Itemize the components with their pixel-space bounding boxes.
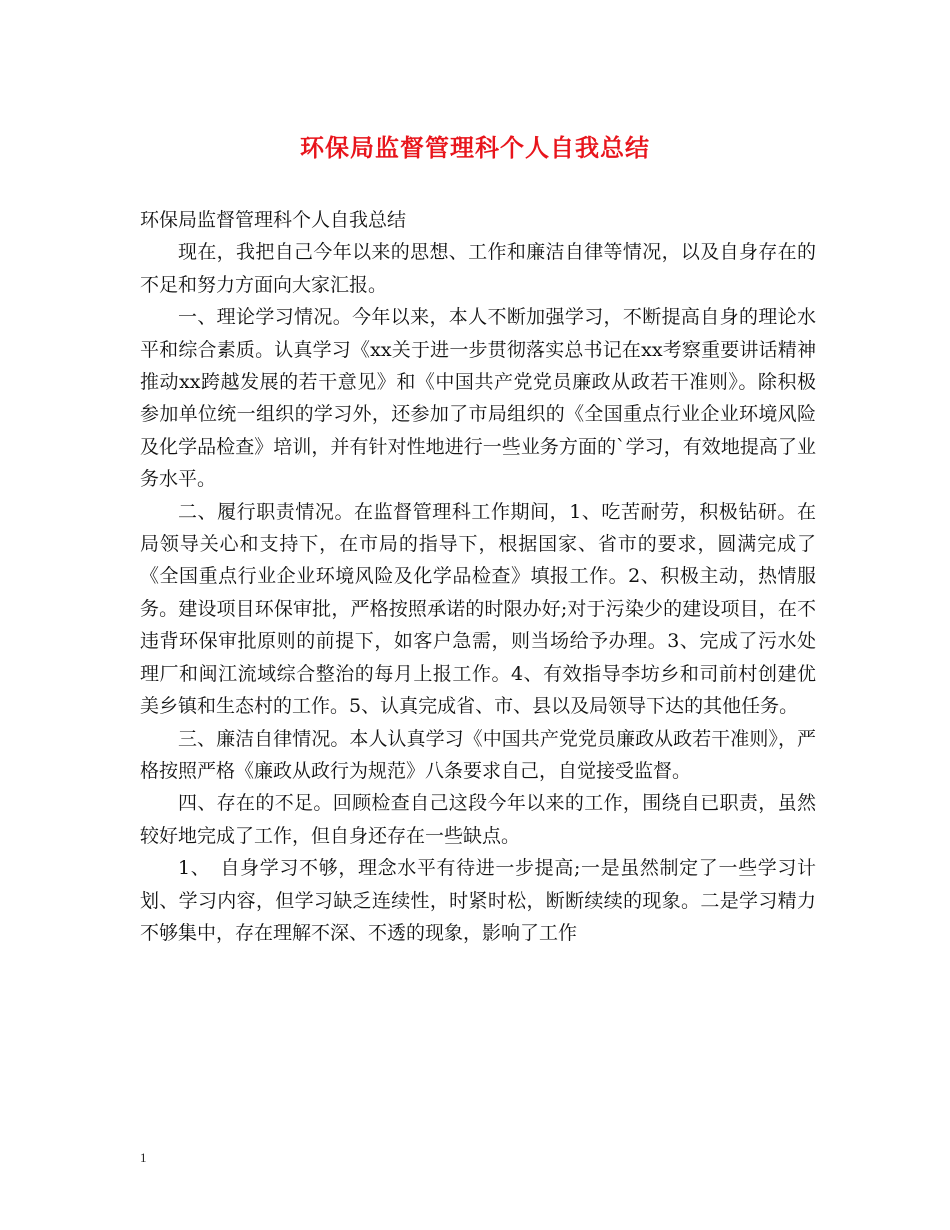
paragraph-duties: 二、履行职责情况。在监督管理科工作期间，1、吃苦耐劳，积极钻研。在局领导关心和支持下，在市局的指导下，根据国家、省市的要求，圆满完成了《全国重点行业企业环境风险及化学品检查》填报工作。2、积极主动，热情服务。建设项目环保审批，严格按照承诺的时限办好;对于污染少的建设项目，在不违背环保审批原则的前提下，如客户急需，则当场给予办理。3、完成了污水处理厂和闽江流域综合整治的每月上报工作。4、有效指导李坊乡和司前村创建优美乡镇和生态村的工作。5、认真完成省、市、县以及局领导下达的其他任务。 (140, 500, 816, 718)
paragraph-theory-study: 一、理论学习情况。今年以来，本人不断加强学习，不断提高自身的理论水平和综合素质。认真学习《xx关于进一步贯彻落实总书记在xx考察重要讲话精神推动xx跨越发展的若干意见》和《中国共产党党员廉政从政若干准则》。除积极参加单位统一组织的学习外，还参加了市局组织的《全国重点行业企业环境风险及化学品检查》培训，并有针对性地进行一些业务方面的`学习，有效地提高了业务水平。 (140, 306, 816, 491)
paragraph-shortcoming-1: 1、 自身学习不够，理念水平有待进一步提高;一是虽然制定了一些学习计划、学习内容，但学习缺乏连续性，时紧时松，断断续续的现象。二是学习精力不够集中，存在理解不深、不透的现象，影响了工作 (140, 857, 816, 944)
document-subtitle: 环保局监督管理科个人自我总结 (140, 209, 407, 231)
paragraph-integrity: 三、廉洁自律情况。本人认真学习《中国共产党党员廉政从政若干准则》，严格按照严格《廉政从政行为规范》八条要求自己，自觉接受监督。 (140, 727, 816, 782)
paragraph-shortcomings: 四、存在的不足。回顾检查自己这段今年以来的工作，围绕自已职责，虽然较好地完成了工作，但自身还存在一些缺点。 (140, 792, 816, 847)
document-title: 环保局监督管理科个人自我总结 (300, 133, 650, 162)
document-body (140, 204, 816, 949)
paragraph-intro: 现在，我把自己今年以来的思想、工作和廉洁自律等情况，以及自身存在的不足和努力方面向大家汇报。 (140, 241, 816, 296)
page-number: 1 (140, 1150, 147, 1165)
